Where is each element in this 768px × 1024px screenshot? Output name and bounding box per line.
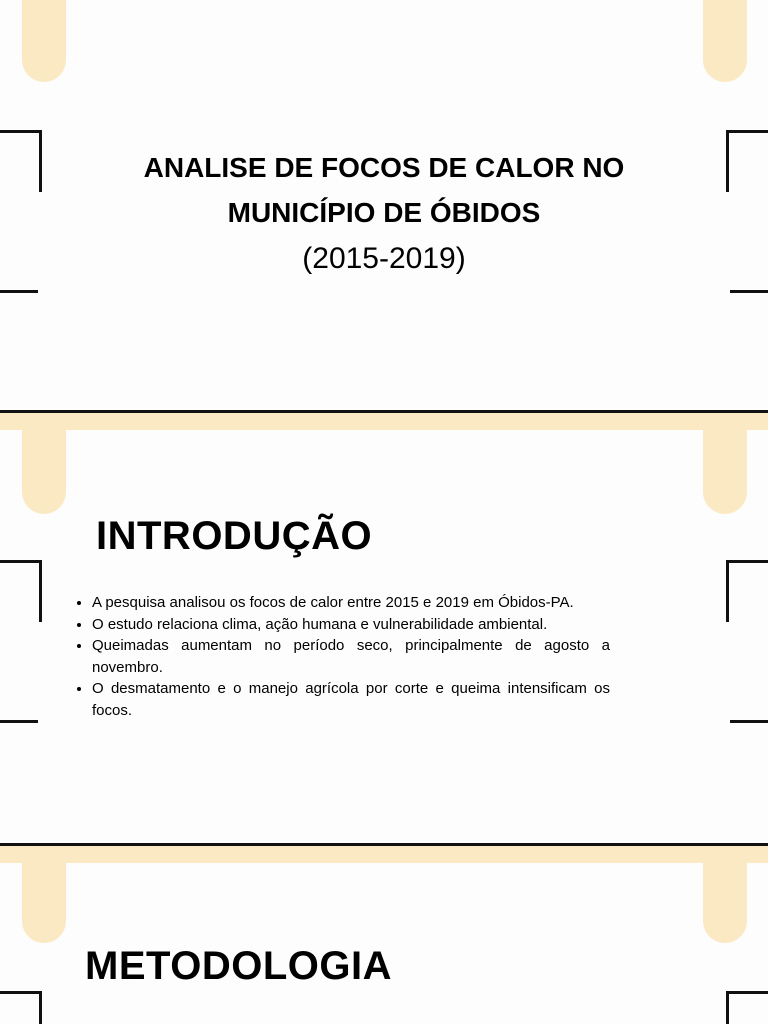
decorative-tab-left — [22, 863, 66, 943]
decorative-tab-left — [22, 0, 66, 82]
list-item: • O estudo relaciona clima, ação humana e vulnerabilidade ambiental. — [92, 614, 610, 636]
decorative-tab-right — [703, 0, 747, 82]
section-heading-metodologia: METODOLOGIA — [85, 944, 392, 988]
list-item: • Queimadas aumentam no período seco, principalmente de agosto a novembro. — [92, 635, 610, 678]
frame-dash-left — [0, 290, 38, 293]
slide-separator — [0, 843, 768, 863]
decorative-tab-left — [22, 430, 66, 514]
list-item: • A pesquisa analisou os focos de calor entre 2015 e 2019 em Óbidos-PA. — [92, 592, 610, 614]
frame-dash-left — [0, 720, 38, 723]
separator-line — [0, 410, 768, 413]
decorative-tab-right — [703, 430, 747, 514]
section-heading-introducao: INTRODUÇÃO — [96, 514, 373, 558]
frame-corner-right — [726, 991, 768, 1024]
title-line-2: MUNICÍPIO DE ÓBIDOS — [227, 197, 541, 228]
slide-separator — [0, 410, 768, 430]
separator-line — [0, 843, 768, 846]
decorative-tab-right — [703, 863, 747, 943]
frame-dash-right — [730, 720, 768, 723]
list-item: • O desmatamento e o manejo agrícola por corte e queima intensificam os focos. — [92, 678, 610, 721]
frame-dash-right — [730, 290, 768, 293]
title-years: (2015-2019) — [302, 242, 466, 275]
title-line-1: ANALISE DE FOCOS DE CALOR NO — [143, 152, 625, 183]
frame-corner-left — [0, 991, 42, 1024]
frame-corner-right — [726, 560, 768, 622]
frame-corner-left — [0, 560, 42, 622]
slide-title — [0, 0, 768, 412]
bullet-list — [72, 592, 610, 721]
